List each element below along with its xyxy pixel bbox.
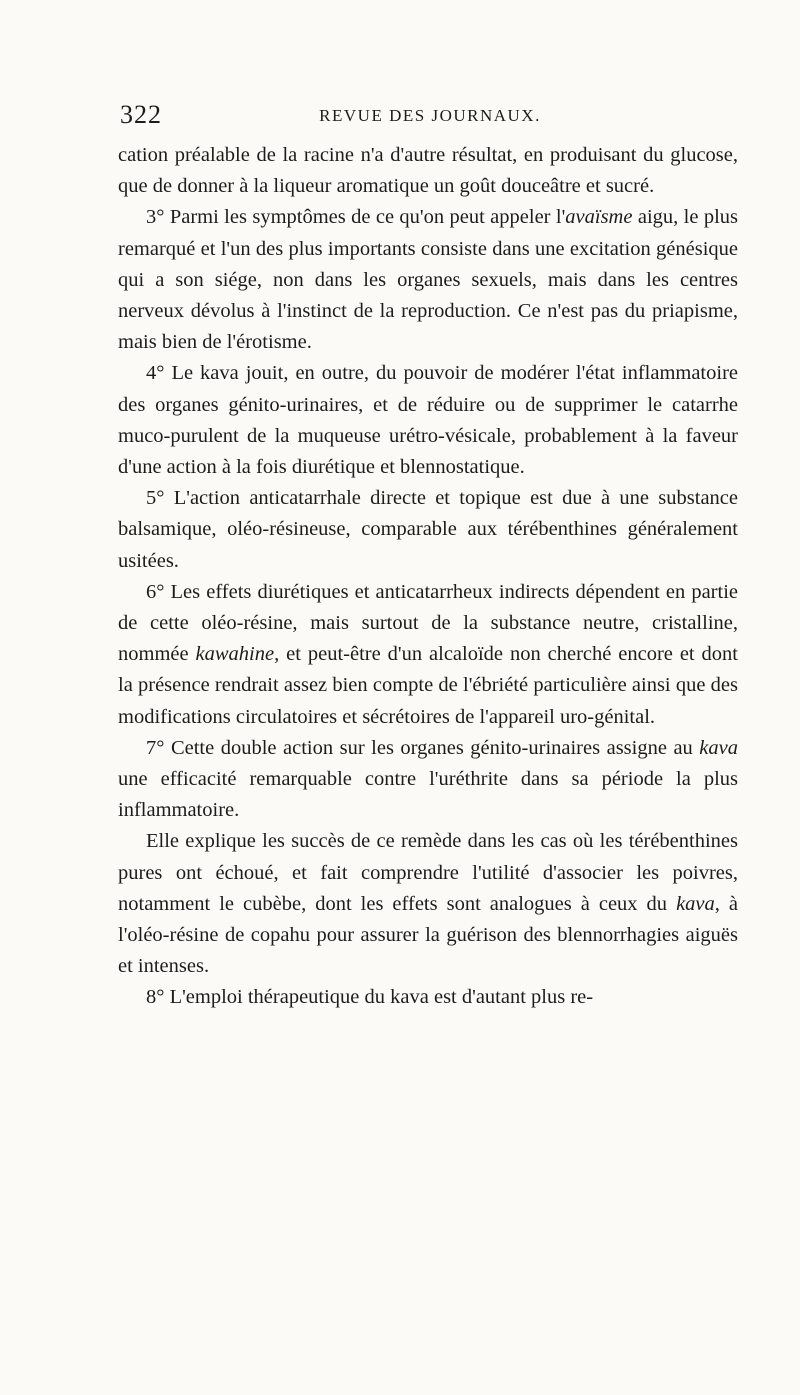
paragraph-text: aigu, le plus remarqué et l'un des plus importants consiste dans une excitation génésique qui a son siége, non dans les organes sexuels, mais dans les centres nerveux dévolus à l'instinct de la reproduction. Ce n'est pas du priapisme, mais bien de l'érotisme. bbox=[118, 206, 739, 354]
paragraph-text: , à l'oléo-résine de copahu pour assurer la guérison des blennorrhagies aiguës et intenses. bbox=[118, 892, 738, 978]
paragraph-continuation bbox=[118, 140, 738, 202]
running-head: REVUE DES JOURNAUX. bbox=[319, 106, 541, 125]
italic-term: kawahine bbox=[195, 643, 275, 666]
paragraph-text: , et peut-être d'un alcaloïde non cherché encore et dont la présence rendrait assez bien compte de l'ébriété particulière ainsi que des modifications circulatoires et sécrétoires de l'appareil uro-génital. bbox=[118, 643, 738, 728]
paragraph-text: Elle explique les succès de ce remède dans les cas où les térébenthines pures ont échoué, et fait comprendre l'utilité d'associer les poivres, notamment le cubèbe, dont les effets sont analogues à ceux du bbox=[118, 830, 738, 915]
italic-term: kava bbox=[676, 892, 715, 915]
paragraph-point-7 bbox=[118, 733, 738, 827]
paragraph-explanation bbox=[118, 826, 738, 982]
italic-term: avaïsme bbox=[565, 206, 633, 229]
paragraph-text: 7° Cette double action sur les organes génito-urinaires assigne au bbox=[146, 736, 700, 759]
paragraph-text: cation préalable de la racine n'a d'autre résultat, en produisant du glucose, que de donner à la liqueur aromatique un goût douceâtre et sucré. bbox=[118, 144, 738, 198]
page-number: 322 bbox=[120, 100, 162, 129]
body-text bbox=[118, 140, 738, 1014]
paragraph-point-4 bbox=[118, 358, 738, 483]
paragraph-text: 3° Parmi les symptômes de ce qu'on peut appeler l' bbox=[146, 206, 566, 229]
paragraph-point-3 bbox=[118, 202, 738, 358]
paragraph-text: une efficacité remarquable contre l'uréthrite dans sa période la plus inflammatoire. bbox=[118, 768, 738, 822]
page-header bbox=[120, 100, 740, 140]
paragraph-text: 5° L'action anticatarrhale directe et topique est due à une substance balsamique, oléo-résineuse, comparable aux térébenthines généralement usitées. bbox=[118, 487, 738, 572]
italic-term: kava bbox=[699, 736, 738, 759]
paragraph-text: 4° Le kava jouit, en outre, du pouvoir de modérer l'état inflammatoire des organes génito-urinaires, et de réduire ou de supprimer le catarrhe muco-purulent de la muqueuse urétro-vésicale, probablement à la faveur d'une action à la fois diurétique et blennostatique. bbox=[118, 362, 738, 479]
paragraph-point-8 bbox=[118, 982, 738, 1013]
paragraph-point-5 bbox=[118, 483, 738, 577]
paragraph-text: 6° Les effets diurétiques et anticatarrheux indirects dépendent en partie de cette oléo-résine, mais surtout de la substance neutre, cristalline, nommée bbox=[118, 580, 738, 666]
paragraph-point-6 bbox=[118, 577, 738, 733]
paragraph-text: 8° L'emploi thérapeutique du kava est d'autant plus re- bbox=[146, 986, 594, 1009]
